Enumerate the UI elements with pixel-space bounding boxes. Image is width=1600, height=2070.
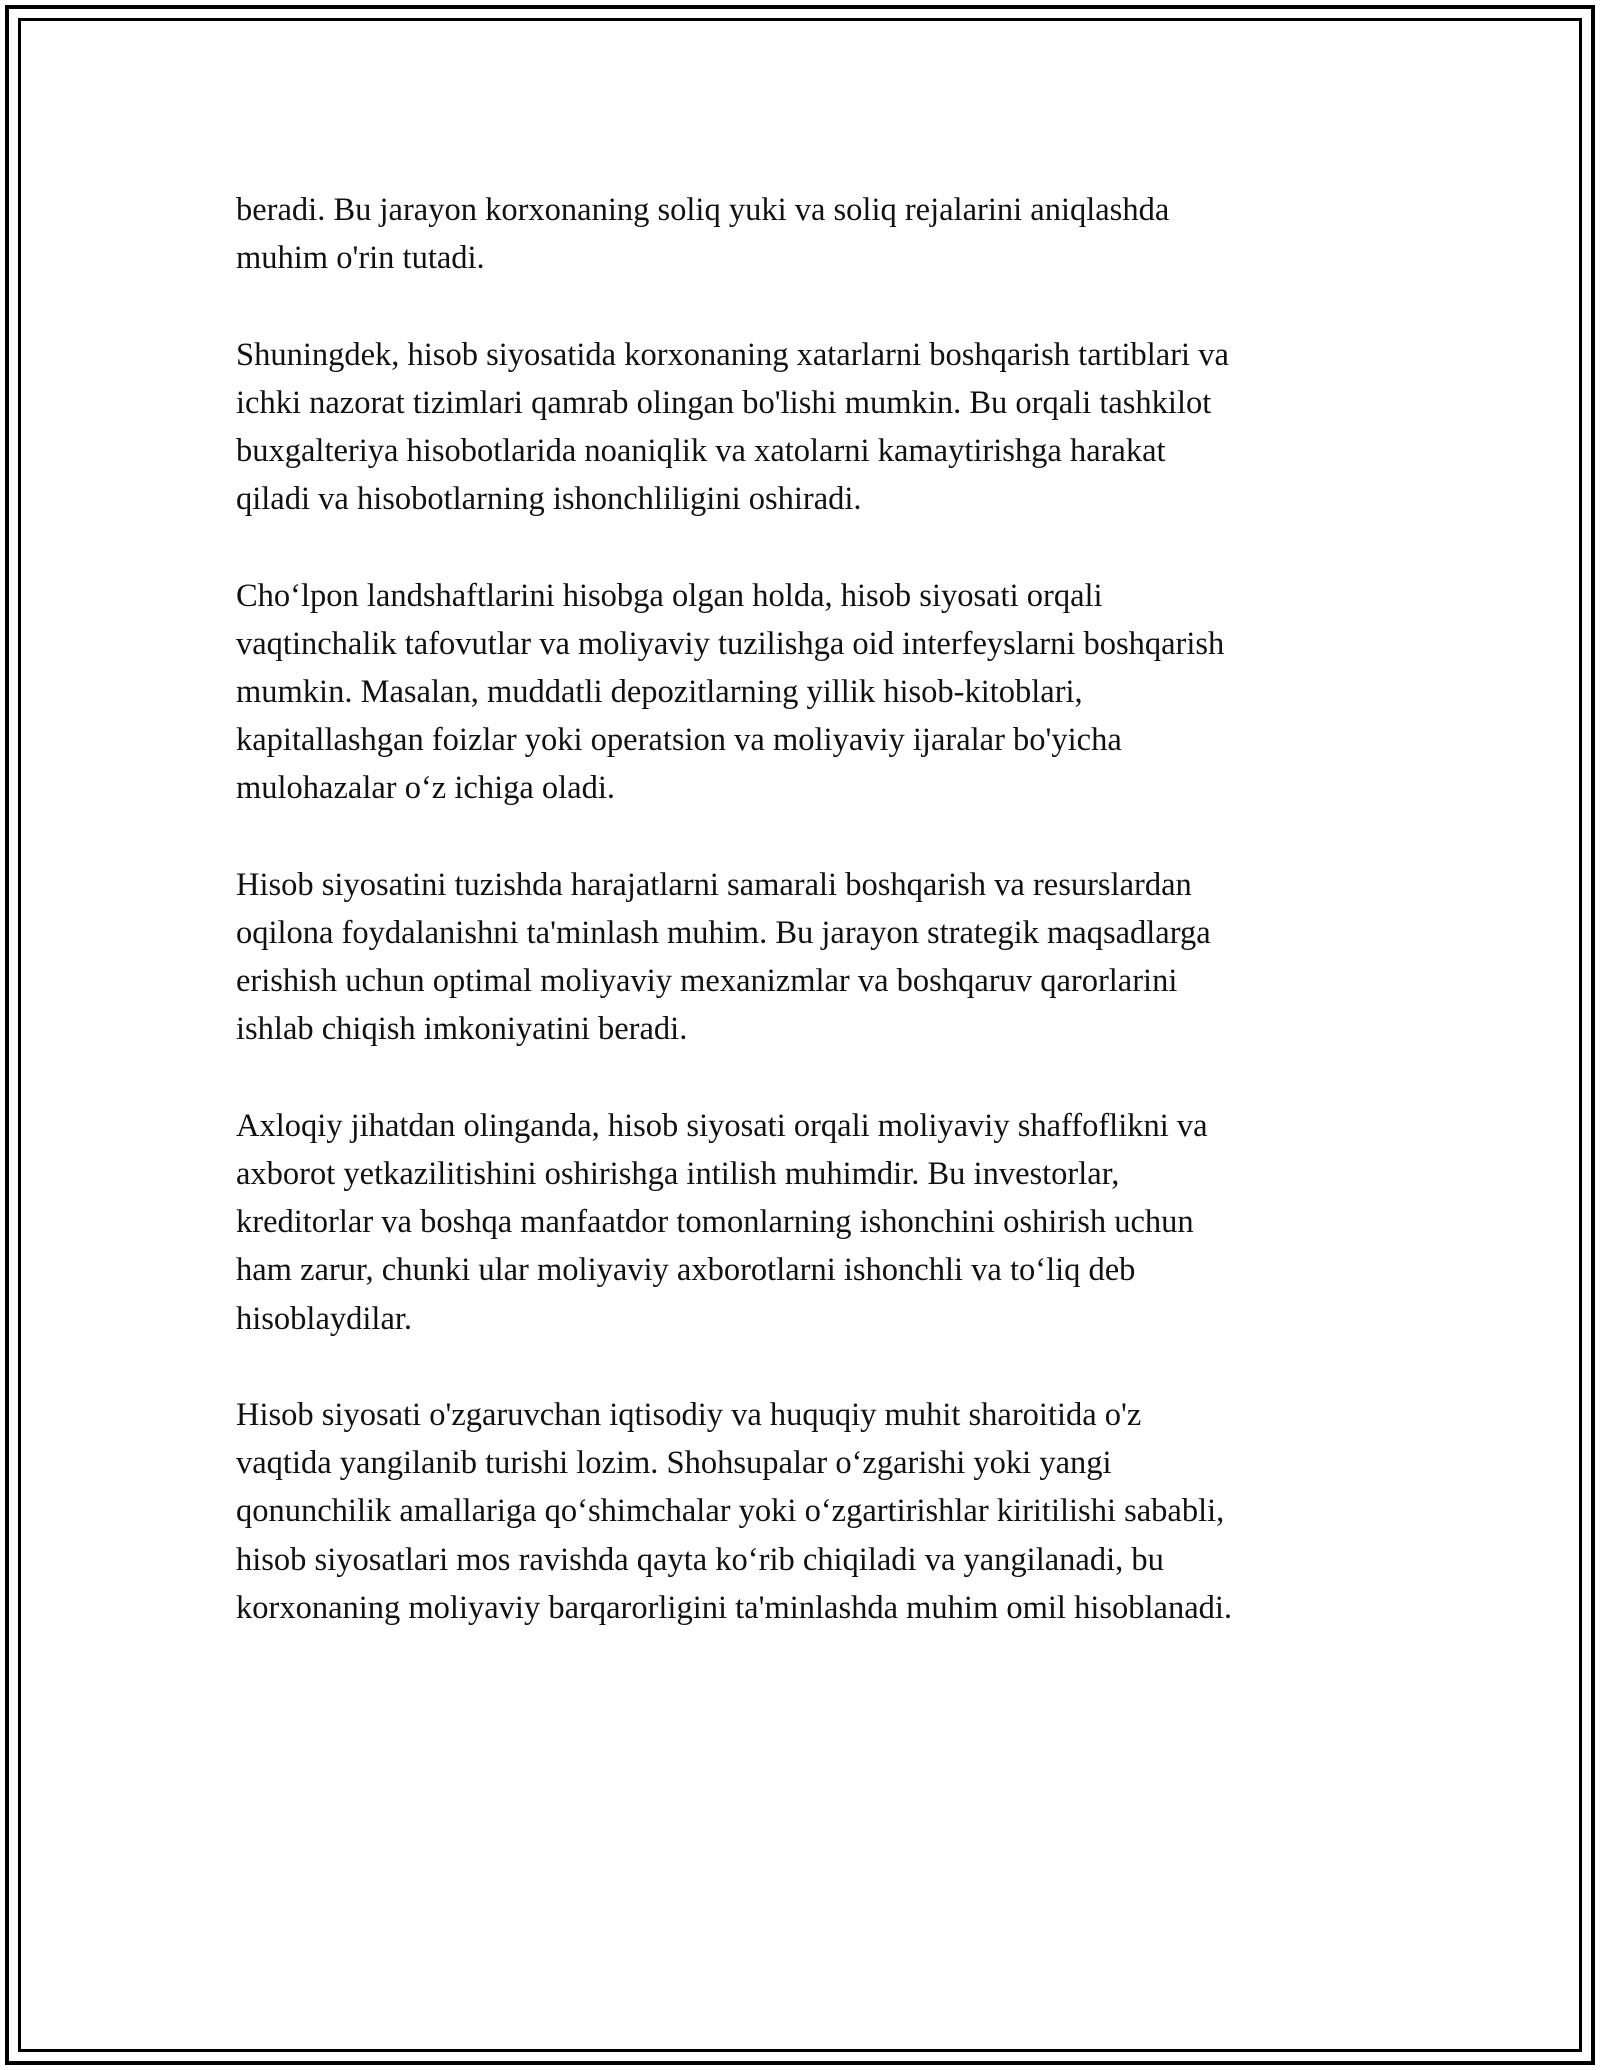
paragraph-line: muhim o'rin tutadi. bbox=[236, 240, 485, 277]
paragraph-line: ham zarur, chunki ular moliyaviy axborotlarni ishonchli va to‘liq deb bbox=[236, 1252, 1136, 1289]
paragraph-line: kapitallashgan foizlar yoki operatsion va moliyaviy ijaralar bo'yicha bbox=[236, 722, 1122, 759]
paragraph-line: korxonaning moliyaviy barqarorligini ta'minlashda muhim omil hisoblanadi. bbox=[236, 1589, 1233, 1626]
paragraph-line: vaqtinchalik tafovutlar va moliyaviy tuzilishga oid interfeyslarni boshqarish bbox=[236, 625, 1225, 662]
paragraph-2 bbox=[236, 331, 1376, 524]
paragraph-line: qiladi va hisobotlarning ishonchliligini oshiradi. bbox=[236, 481, 862, 518]
paragraph-line: mulohazalar o‘z ichiga oladi. bbox=[236, 770, 616, 807]
paragraph-line: mumkin. Masalan, muddatli depozitlarning yillik hisob-kitoblari, bbox=[236, 674, 1083, 710]
paragraph-line: ishlab chiqish imkoniyatini beradi. bbox=[236, 1011, 688, 1048]
paragraph-line: Cho‘lpon landshaftlarini hisobga olgan holda, hisob siyosati orqali bbox=[236, 577, 1103, 614]
paragraph-line: hisoblaydilar. bbox=[236, 1300, 413, 1337]
paragraph-line: ichki nazorat tizimlari qamrab olingan bo'lishi mumkin. Bu orqali tashkilot bbox=[236, 384, 1212, 421]
paragraph-line: oqilona foydalanishni ta'minlash muhim. Bu jarayon strategik maqsadlarga bbox=[236, 915, 1211, 951]
paragraph-line: kreditorlar va boshqa manfaatdor tomonlarning ishonchini oshirish uchun bbox=[236, 1204, 1194, 1241]
paragraph-line: qonunchilik amallariga qo‘shimchalar yoki o‘zgartirishlar kiritilishi sababli, bbox=[236, 1493, 1225, 1530]
paragraph-line: beradi. Bu jarayon korxonaning soliq yuki va soliq rejalarini aniqlashda bbox=[236, 192, 1170, 228]
paragraph-line: axborot yetkazilitishini oshirishga intilish muhimdir. Bu investorlar, bbox=[236, 1156, 1120, 1192]
paragraph-line: buxgalteriya hisobotlarida noaniqlik va xatolarni kamaytirishga harakat bbox=[236, 433, 1166, 469]
paragraph-6 bbox=[236, 1391, 1376, 1632]
paragraph-line: vaqtida yangilanib turishi lozim. Shohsupalar o‘zgarishi yoki yangi bbox=[236, 1445, 1112, 1482]
paragraph-3 bbox=[236, 572, 1376, 813]
paragraph-1 bbox=[236, 186, 1376, 282]
paragraph-line: Hisob siyosatini tuzishda harajatlarni samarali boshqarish va resurslardan bbox=[236, 866, 1192, 903]
paragraph-line: erishish uchun optimal moliyaviy mexanizmlar va boshqaruv qarorlarini bbox=[236, 963, 1178, 1000]
paragraph-4 bbox=[236, 861, 1376, 1054]
paragraph-5 bbox=[236, 1102, 1376, 1343]
paragraph-line: hisob siyosatlari mos ravishda qayta ko‘rib chiqiladi va yangilanadi, bu bbox=[236, 1541, 1164, 1578]
paragraph-line: Axloqiy jihatdan olinganda, hisob siyosati orqali moliyaviy shaffoflikni va bbox=[236, 1107, 1208, 1144]
document-body bbox=[236, 186, 1376, 1632]
paragraph-line: Shuningdek, hisob siyosatida korxonaning xatarlarni boshqarish tartiblari va bbox=[236, 336, 1229, 373]
paragraph-line: Hisob siyosati o'zgaruvchan iqtisodiy va huquqiy muhit sharoitida o'z bbox=[236, 1397, 1142, 1433]
